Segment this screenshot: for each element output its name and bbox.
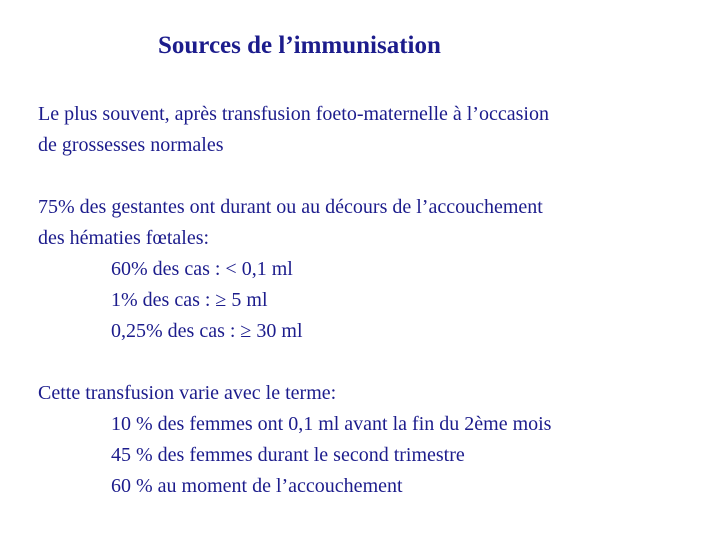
slide-body xyxy=(38,99,718,502)
paragraph-1-line-2: de grossesses normales xyxy=(38,134,224,156)
paragraph-2-line-2: des hématies fœtales: xyxy=(38,227,210,249)
list-item: 60 % au moment de l’accouchement xyxy=(111,475,403,497)
list-item: 1% des cas : ≥ 5 ml xyxy=(111,289,268,311)
list-item: 0,25% des cas : ≥ 30 ml xyxy=(111,320,303,342)
paragraph-3-line-1: Cette transfusion varie avec le terme: xyxy=(38,382,337,404)
list-item: 45 % des femmes durant le second trimestre xyxy=(111,444,465,466)
spacer xyxy=(38,161,718,192)
list-item: 10 % des femmes ont 0,1 ml avant la fin du 2ème mois xyxy=(111,413,552,435)
paragraph-1-line-1: Le plus souvent, après transfusion foeto-maternelle à l’occasion xyxy=(38,103,549,125)
spacer xyxy=(38,347,718,378)
list-item: 60% des cas : < 0,1 ml xyxy=(111,258,293,280)
paragraph-2-line-1: 75% des gestantes ont durant ou au décours de l’accouchement xyxy=(38,196,543,218)
slide-title: Sources de l’immunisation xyxy=(158,32,441,59)
